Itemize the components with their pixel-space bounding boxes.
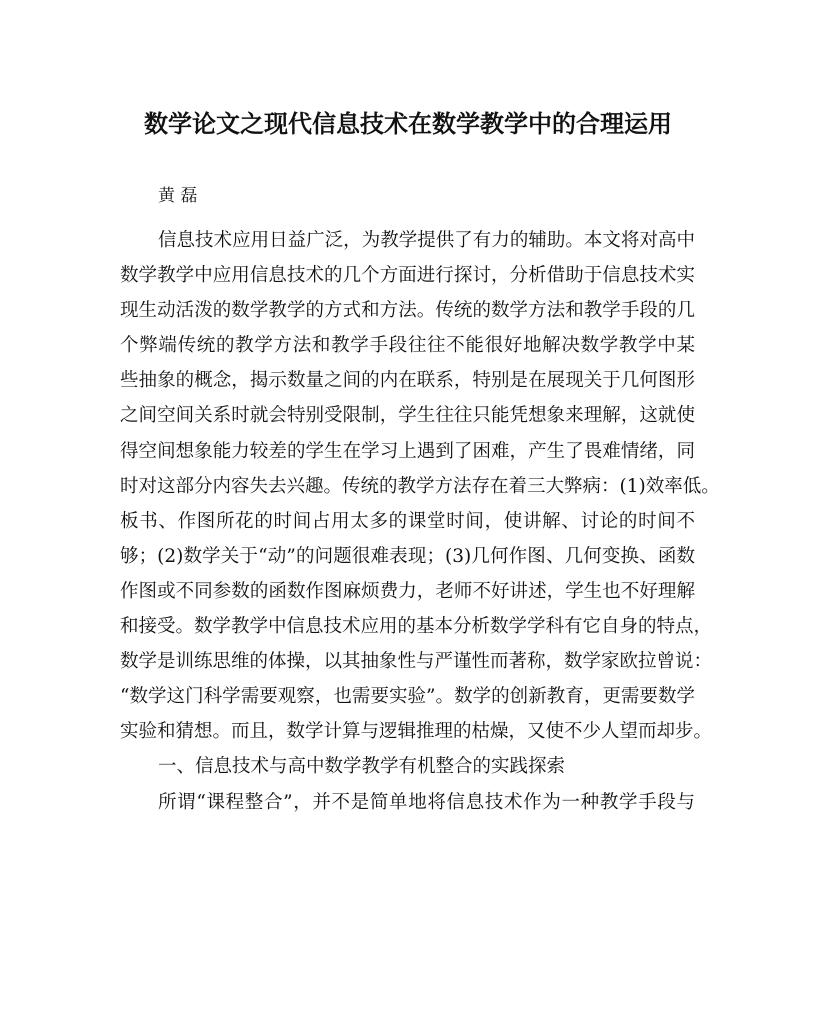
paragraph-line: 之间空间关系时就会特别受限制，学生往往只能凭想象来理解，这就使	[120, 405, 695, 427]
paragraph-line: 够；(2)数学关于“动”的问题很难表现；(3)几何作图、几何变换、函数	[120, 545, 695, 567]
paragraph-line: “数学这门科学需要观察，也需要实验”。数学的创新教育，更需要数学	[120, 686, 695, 708]
paragraph-line: 实验和猜想。而且，数学计算与逻辑推理的枯燥，又使不少人望而却步。	[120, 721, 713, 743]
paragraph-line: 信息技术应用日益广泛，为教学提供了有力的辅助。本文将对高中	[158, 230, 695, 251]
paragraph-line: 数学教学中应用信息技术的几个方面进行探讨，分析借助于信息技术实	[120, 265, 695, 287]
page-title: 数学论文之现代信息技术在数学教学中的合理运用	[144, 109, 672, 138]
paragraph-line: 和接受。数学教学中信息技术应用的基本分析数学学科有它自身的特点，	[120, 616, 713, 638]
paragraph-line: 时对这部分内容失去兴趣。传统的教学方法存在着三大弊病：(1)效率低。	[120, 475, 720, 497]
body-text	[120, 223, 720, 820]
paragraph-line: 得空间想象能力较差的学生在学习上遇到了困难，产生了畏难情绪，同	[120, 440, 695, 462]
paragraph-line: 现生动活泼的数学教学的方式和方法。传统的数学方法和教学手段的几	[120, 300, 695, 322]
section-heading: 一、信息技术与高中数学教学有机整合的实践探索	[158, 756, 566, 778]
paragraph-line: 作图或不同参数的函数作图麻烦费力，老师不好讲述，学生也不好理解	[120, 580, 695, 602]
author-name: 黄 磊	[158, 186, 198, 206]
paragraph-line: 个弊端传统的教学方法和教学手段往往不能很好地解决数学教学中某	[120, 335, 695, 357]
paragraph-line: 所谓“课程整合”，并不是简单地将信息技术作为一种教学手段与	[158, 791, 695, 813]
paragraph-line: 数学是训练思维的体操，以其抽象性与严谨性而著称，数学家欧拉曾说：	[120, 651, 713, 673]
paragraph-line: 板书、作图所花的时间占用太多的课堂时间，使讲解、讨论的时间不	[120, 510, 695, 532]
paragraph-line: 些抽象的概念，揭示数量之间的内在联系，特别是在展现关于几何图形	[120, 370, 695, 392]
